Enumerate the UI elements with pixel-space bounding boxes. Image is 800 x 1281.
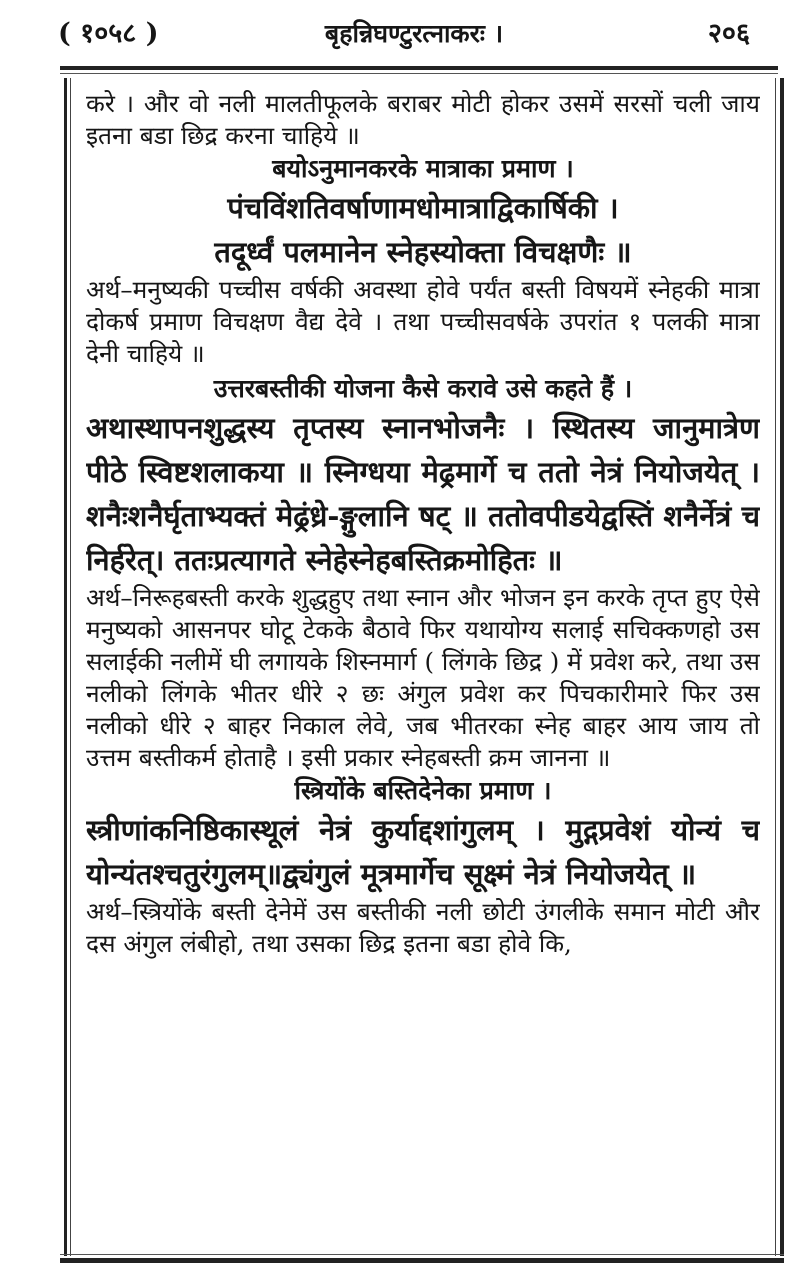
running-title: बृहन्निघण्टुरत्नाकरः । (324, 19, 504, 48)
header-rule-thin (60, 73, 778, 74)
sanskrit-verse: तदूर्ध्वं पलमानेन स्नेहस्योक्ता विचक्षणैः ॥ (214, 235, 632, 269)
page-number-right: २०६ (707, 18, 750, 49)
header-rule-thick (60, 66, 778, 70)
sanskrit-verse: स्त्रीणांकनिष्ठिकास्थूलं नेत्रं कुर्याद्दशांगुलम् । मुद्गप्रवेशं योन्यं च योन्यंतश्चतुरंगुलम्॥द्व्यंगुलं मूत्रमार्गेच सूक्ष्मं नेत्रं नियोजयेत् ॥ (86, 813, 760, 891)
footer-rule-thick (60, 1258, 784, 1263)
frame-left-inner-border (70, 78, 71, 1256)
section-heading: स्त्रियोंके बस्तिदेनेका प्रमाण । (294, 776, 552, 805)
frame-right-inner-border (775, 78, 776, 1256)
section-heading: बयोऽनुमानकरके मात्राका प्रमाण । (272, 154, 574, 183)
page-header (58, 12, 770, 56)
prose-paragraph: अर्थ–निरूहबस्ती करके शुद्धहुए तथा स्नान और भोजन इन करके तृप्त हुए ऐसे मनुष्यको आसनपर घोटू टेकके बैठावे फिर यथायोग्य सलाई सचिक्कणहो उस सलाईकी नलीमें घी लगायके शिस्नमार्ग ( लिंगके छिद्र ) में प्रवेश करे, तथा उस नलीको लिंगके भीतर धीरे २ छः अंगुल प्रवेश कर पिचकारीमारे फिर उस नलीको धीरे २ बाहर निकाल लेवे, जब भीतरका स्नेह बाहर आय जाय तो उत्तम बस्तीकर्म होताहै । इसी प्रकार स्नेहबस्ती क्रम जानना ॥ (86, 583, 760, 772)
prose-paragraph: करे । और वो नली मालतीफूलके बराबर मोटी होकर उसमें सरसों चली जाय इतना बडा छिद्र करना चाहिये ॥ (86, 89, 760, 150)
frame-left-border (64, 78, 67, 1256)
page-body (86, 88, 760, 1245)
page-number-left: ( १०५८ ) (58, 18, 159, 49)
section-heading: उत्तरबस्तीकी योजना कैसे करावे उसे कहते हैं । (213, 374, 633, 403)
prose-paragraph: अर्थ–मनुष्यकी पच्चीस वर्षकी अवस्था होवे पर्यंत बस्ती विषयमें स्नेहकी मात्रा दोकर्ष प्रमाण विचक्षण वैद्य देवे । तथा पच्चीसवर्षके उपरांत १ पलकी मात्रा देनी चाहिये ॥ (86, 275, 760, 368)
sanskrit-verse: पंचविंशतिवर्षाणामधोमात्राद्विकार्षिकी । (227, 191, 619, 225)
frame-right-border (780, 78, 784, 1256)
sanskrit-verse: अथास्थापनशुद्धस्य तृप्तस्य स्नानभोजनैः । स्थितस्य जानुमात्रेण पीठे स्विष्टशलाकया ॥ स्निग्धया मेढ्रमार्गे च ततो नेत्रं नियोजयेत् । शनैःशनैर्घृताभ्यक्तं मेढ्रंध्रे-ङ्गुलानि षट् ॥ ततोवपीडयेद्वस्तिं शनैर्नेत्रं च निर्हरेत्। ततःप्रत्यागते स्नेहेस्नेहबस्तिक्रमोहितः ॥ (86, 411, 760, 577)
footer-rule-thin (60, 1254, 784, 1255)
prose-paragraph: अर्थ–स्त्रियोंके बस्ती देनेमें उस बस्तीकी नली छोटी उंगलीके समान मोटी और दस अंगुल लंबीहो, तथा उसका छिद्र इतना बडा होवे कि, (86, 897, 760, 958)
